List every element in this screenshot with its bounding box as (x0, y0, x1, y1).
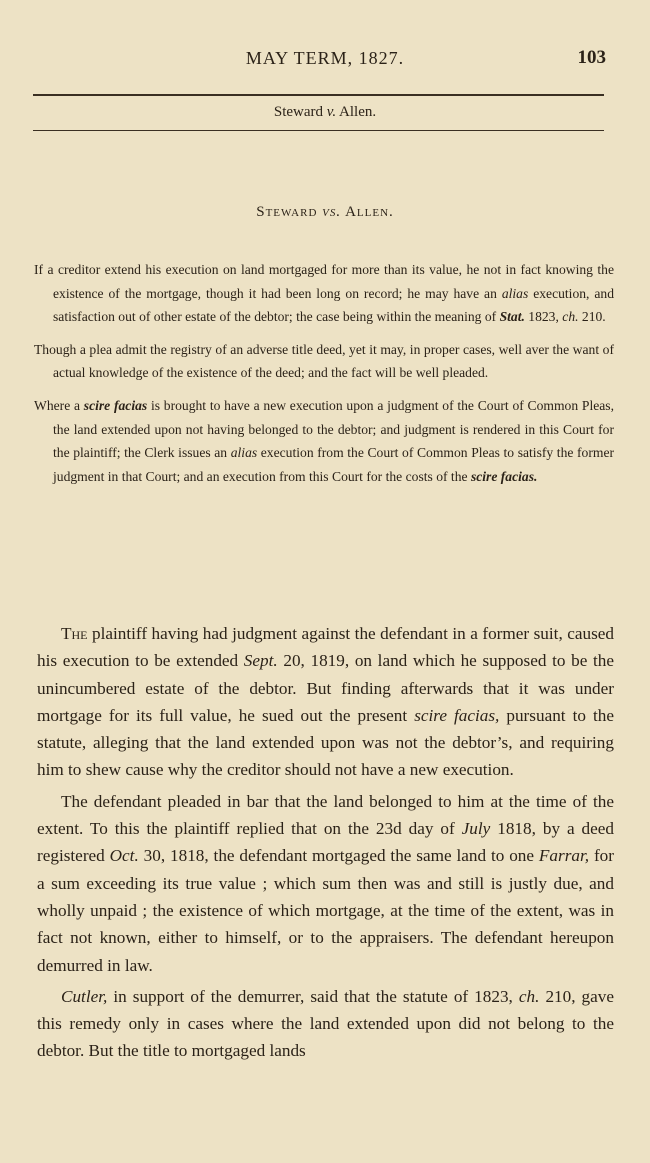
header-rule-top (33, 94, 604, 96)
case-title: Steward vs. Allen. (256, 204, 394, 220)
headnotes (34, 258, 614, 497)
opinion-text (37, 620, 614, 1069)
paragraph-3: Cutler, in support of the demurrer, said that the statute of 1823, ch. 210, gave this remedy only in cases where the land extended upon did not belong to the debtor. But the title to mortgaged lands (37, 986, 614, 1061)
running-head (0, 44, 650, 74)
header-rule-bottom (33, 130, 604, 131)
running-head-title: MAY TERM, 1827. (245, 48, 405, 68)
headnote-3: Where a scire facias is brought to have a new execution upon a judgment of the Court of Common Pleas, the land extended upon not having belonged to the debtor; and judgment is rendered in this Court for the plaintiff; the Clerk issues an alias execution from the Court of Common Pleas to satisfy the former judgment in that Court; and an execution from this Court for the costs of the scire facias. (34, 397, 615, 484)
page-number: 103 (577, 47, 606, 68)
headnote-1: If a creditor extend his execution on land mortgaged for more than its value, he not in fact knowing the existence of the mortgage, though it had been long on record; he may have an alias execution, and satisfaction out of other estate of the debtor; the case being within the meaning of Stat. 1823, ch. 210. (34, 262, 615, 325)
paragraph-1: The plaintiff having had judgment against the defendant in a former suit, caused his execution to be extended Sept. 20, 1819, on land which he supposed to be the unincumbered estate of the debtor. But finding afterwards that it was under mortgage for its full value, he sued out the present scire facias, pursuant to the statute, alleging that the land extended upon was not the debtor’s, and requiring him to shew cause why the creditor should not have a new execution. (37, 624, 614, 780)
paragraph-2: The defendant pleaded in bar that the land belonged to him at the time of the extent. To this the plaintiff replied that on the 23d day of July 1818, by a deed registered Oct. 30, 1818, the defendant mortgaged the same land to one Farrar, for a sum exceeding its true value ; which sum then was and still is justly due, and wholly unpaid ; the existence of which mortgage, at the time of the extent, was in fact not known, either to himself, or to the appraisers. The defendant hereupon demurred in law. (37, 791, 614, 975)
headnote-2: Though a plea admit the registry of an adverse title deed, yet it may, in proper cases, well aver the want of actual knowledge of the existence of the deed; and the fact will be well pleaded. (34, 341, 614, 381)
case-running-head: Steward v. Allen. (273, 104, 377, 120)
